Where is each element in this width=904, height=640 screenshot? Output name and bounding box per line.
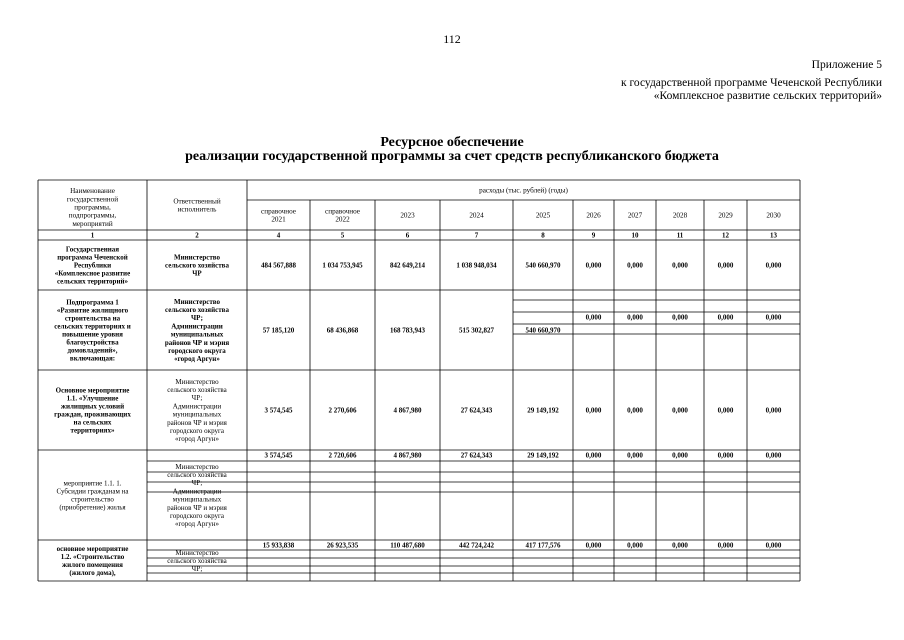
row-value: 0,000 xyxy=(765,541,782,550)
row-value: 0,000 xyxy=(627,261,643,270)
header-name-column: Наименование государственной программы, подпрограммы, мероприятий xyxy=(66,187,119,228)
row-value: 0,000 xyxy=(585,261,602,270)
row-value: 0,000 xyxy=(585,451,602,460)
row-value: 27 624,343 xyxy=(460,406,493,415)
header-year-8: 2029 xyxy=(718,211,733,220)
row-value: 1 038 948,034 xyxy=(456,261,497,270)
row-value: 0,000 xyxy=(765,313,782,322)
column-number: 9 xyxy=(591,231,596,240)
row-name: основное мероприятие 1.2. «Строительство жилого помещения (жилого дома), xyxy=(56,544,129,577)
header-year-6: 2027 xyxy=(627,211,643,220)
row-value: 0,000 xyxy=(717,541,734,550)
header-year-7: 2028 xyxy=(672,211,688,220)
row-name: мероприятие 1.1. 1. Субсидии гражданам на строительство (приобретение) жилья xyxy=(56,479,129,512)
row-value: 0,000 xyxy=(717,406,734,415)
row-value: 0,000 xyxy=(672,541,688,550)
row-value: 0,000 xyxy=(717,313,734,322)
row-value: 29 149,192 xyxy=(527,451,559,460)
header-year-4: 2025 xyxy=(535,211,551,220)
column-number: 6 xyxy=(405,231,410,240)
header-year-1: справочное 2022 xyxy=(325,207,360,224)
row-value: 0,000 xyxy=(585,541,602,550)
title-line-2: реализации государственной программы за счет средств республиканского бюджета xyxy=(185,149,719,164)
appendix-line-2: к государственной программе Чеченской Республики xyxy=(621,77,882,89)
row-value: 0,000 xyxy=(765,451,782,460)
row-value: 0,000 xyxy=(585,406,602,415)
header-year-2: 2023 xyxy=(400,211,415,220)
row-value: 1 034 753,945 xyxy=(322,261,363,270)
row-name: Основное мероприятие 1.1. «Улучшение жилищных условий граждан, проживающих на сельских территориях» xyxy=(54,386,131,435)
row-value: 26 923,535 xyxy=(326,541,359,550)
row-value: 0,000 xyxy=(765,261,782,270)
row-value: 484 567,888 xyxy=(261,261,296,270)
column-number: 10 xyxy=(631,231,639,240)
page-number: 112 xyxy=(443,32,461,46)
row-value: 2 720,606 xyxy=(328,451,357,460)
appendix-line-1: Приложение 5 xyxy=(811,59,882,71)
column-number: 12 xyxy=(722,231,729,240)
row-value: 0,000 xyxy=(672,261,688,270)
header-expenses: расходы (тыс. рублей) (годы) xyxy=(479,186,568,195)
row-name: Государственная программа Чеченской Республики «Комплексное развитие сельских территорий» xyxy=(54,245,131,286)
row-value: 0,000 xyxy=(672,313,688,322)
header-year-3: 2024 xyxy=(469,211,484,220)
row-executor: Министерство сельского хозяйства ЧР; Администрации муниципальных районов ЧР и мэрия городского округа «город Аргун» xyxy=(164,297,230,364)
row-value: 4 867,980 xyxy=(393,451,422,460)
row-value: 27 624,343 xyxy=(460,451,493,460)
column-number: 8 xyxy=(541,231,545,240)
row-value: 0,000 xyxy=(765,406,782,415)
row-value: 0,000 xyxy=(627,313,643,322)
row-value: 110 487,680 xyxy=(390,541,425,550)
header-year-5: 2026 xyxy=(586,211,601,220)
header-executor-column: Ответственный исполнитель xyxy=(173,197,221,214)
column-number: 11 xyxy=(676,231,684,240)
row-value: 68 436,868 xyxy=(326,326,359,335)
row-value: 540 660,970 xyxy=(525,326,561,335)
row-executor: Министерство сельского хозяйства ЧР; Администрации муниципальных районов ЧР и мэрия городского округа «город Аргун» xyxy=(167,377,227,444)
row-value: 0,000 xyxy=(585,313,602,322)
appendix-line-3: «Комплексное развитие сельских территорий» xyxy=(653,90,882,102)
header-year-9: 2030 xyxy=(766,211,781,220)
row-value: 0,000 xyxy=(717,451,734,460)
row-value: 3 574,545 xyxy=(264,451,293,460)
row-value: 515 302,827 xyxy=(459,326,494,335)
row-name: Подпрограмма 1 «Развитие жилищного строительства на сельских территориях и повышение уровня благоустройства домовладений», включающая: xyxy=(54,298,131,363)
column-number: 4 xyxy=(276,231,281,240)
row-value: 442 724,242 xyxy=(459,541,494,550)
row-value: 15 933,838 xyxy=(262,541,295,550)
title-line-1: Ресурсное обеспечение xyxy=(380,135,524,150)
row-value: 0,000 xyxy=(672,451,688,460)
row-value: 417 177,576 xyxy=(525,541,561,550)
header-year-0: справочное 2021 xyxy=(261,207,296,224)
row-value: 0,000 xyxy=(627,451,643,460)
row-value: 0,000 xyxy=(672,406,688,415)
row-value: 0,000 xyxy=(627,541,643,550)
column-number: 1 xyxy=(90,231,95,240)
row-value: 168 783,943 xyxy=(390,326,425,335)
column-number: 7 xyxy=(474,231,479,240)
row-executor: Министерство сельского хозяйства ЧР; Администрации муниципальных районов ЧР и мэрия городского округа «город Аргун» xyxy=(167,462,227,529)
row-value: 4 867,980 xyxy=(393,406,422,415)
column-number: 13 xyxy=(770,231,777,240)
row-value: 3 574,545 xyxy=(264,406,293,415)
row-value: 29 149,192 xyxy=(527,406,559,415)
row-executor: Министерство сельского хозяйства ЧР xyxy=(165,253,229,278)
row-value: 0,000 xyxy=(717,261,734,270)
column-number: 5 xyxy=(340,231,345,240)
row-value: 57 185,120 xyxy=(262,326,295,335)
row-value: 842 649,214 xyxy=(390,261,425,270)
column-number: 2 xyxy=(195,231,199,240)
row-value: 540 660,970 xyxy=(525,261,561,270)
row-value: 0,000 xyxy=(627,406,643,415)
row-executor: Министерство сельского хозяйства ЧР; xyxy=(167,548,227,574)
row-value: 2 270,606 xyxy=(328,406,357,415)
